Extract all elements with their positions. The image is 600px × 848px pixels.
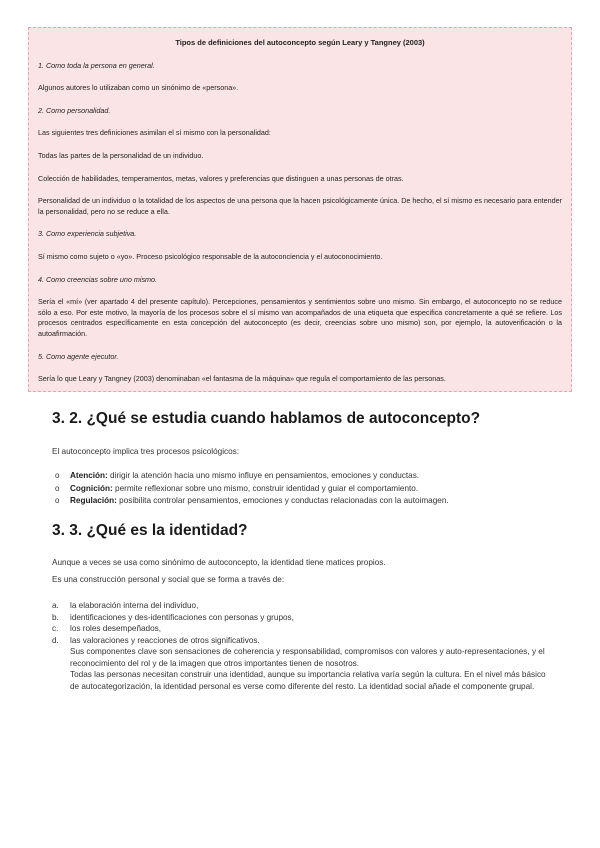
list-item	[52, 483, 449, 496]
definition-heading-4: 4. Como creencias sobre uno mismo.	[38, 274, 158, 284]
bullet-term: Cognición:	[70, 483, 113, 493]
definition-text-3: Sí mismo como sujeto o «yo». Proceso psicológico responsable de la autoconciencia y el autoconocimiento.	[38, 251, 383, 261]
bullet-marker: o	[55, 483, 60, 493]
list-marker: c.	[52, 624, 59, 633]
definition-text-2c: Colección de habilidades, temperamentos, metas, valores y preferencias que distinguen a unas personas de otras.	[38, 173, 404, 183]
bullet-text: posibilita controlar pensamientos, emociones y conductas relacionadas con la autoimagen.	[116, 496, 449, 505]
definition-text-2b: Todas las partes de la personalidad de un individuo.	[38, 150, 204, 160]
section-3-2-heading: 3. 2. ¿Qué se estudia cuando hablamos de autoconcepto?	[52, 410, 481, 427]
list-item	[52, 635, 552, 693]
list-item-text: los roles desempeñados,	[70, 624, 162, 633]
section-3-2-intro: El autoconcepto implica tres procesos psicológicos:	[52, 447, 240, 456]
identity-culture-text: Todas las personas necesitan construir una identidad, aunque su importancia relativa varía según la cultura. En el nivel más básico de autocategorización, la identidad personal es verse como diferente del resto. La identidad social añade el componente grupal.	[70, 670, 546, 691]
list-item-text: identificaciones y des-identificaciones con personas y grupos,	[70, 612, 294, 622]
bullet-text: permite reflexionar sobre uno mismo, construir identidad y guiar el comportamiento.	[112, 483, 419, 493]
list-item	[52, 600, 552, 612]
definition-heading-1: 1. Como toda la persona en general.	[38, 60, 155, 70]
list-item-text: la elaboración interna del individuo,	[70, 601, 199, 610]
identity-components-text: Sus componentes clave son sensaciones de coherencia y responsabilidad, compromisos con valores y auto-representaciones, y el reconocimiento del rol y de la imagen que otros importantes tienen de nosotros.	[70, 647, 545, 668]
definitions-box	[28, 27, 572, 392]
bullet-term: Regulación:	[70, 496, 117, 505]
definition-text-2d: Personalidad de un individuo o la totalidad de los aspectos de una persona que la hacen psicológicamente única. De hecho, el sí mismo es necesario para entender la personalidad, pero no se reduce a ella.	[38, 196, 562, 216]
section-3-3-paragraph-2: Es una construcción personal y social que se forma a través de:	[52, 575, 285, 584]
definition-text-4: Sería el «mí» (ver apartado 4 del presente capítulo). Percepciones, pensamientos y sentimientos sobre uno mismo. Sin embargo, el autoconcepto no se reduce sólo a eso. Por este motivo, la mayoría de los procesos sobre el sí mismo van acompañados de una etiqueta que especifica concretamente a qué se refiere. Los procesos centrados específicamente en esta concepción del autoconcepto (es decir, creencias sobre uno mismo) son, por ejemplo, la autoverificación o la autoafirmación.	[38, 297, 562, 338]
processes-list	[52, 470, 449, 508]
list-marker: a.	[52, 601, 59, 610]
bullet-marker: o	[55, 496, 60, 505]
list-item	[52, 495, 449, 508]
section-3-3-heading: 3. 3. ¿Qué es la identidad?	[52, 522, 248, 539]
definition-heading-3: 3. Como experiencia subjetiva.	[38, 229, 137, 239]
definition-heading-2: 2. Como personalidad.	[38, 105, 111, 115]
list-marker: d.	[52, 635, 59, 645]
definition-text-2a: Las siguientes tres definiciones asimilan el sí mismo con la personalidad:	[38, 128, 271, 138]
definition-heading-5: 5. Como agente ejecutor.	[38, 351, 119, 361]
list-item-text: las valoraciones y reacciones de otros significativos.	[70, 635, 260, 645]
box-title: Tipos de definiciones del autoconcepto según Leary y Tangney (2003)	[175, 38, 425, 47]
list-marker: b.	[52, 612, 59, 622]
definition-text-1: Algunos autores lo utilizaban como un sinónimo de «persona».	[38, 83, 239, 93]
list-item	[52, 470, 449, 483]
definition-text-5: Sería lo que Leary y Tangney (2003) denominaban «el fantasma de la máquina» que regula el comportamiento de las personas.	[38, 374, 446, 384]
bullet-text: dirigir la atención hacia uno mismo influye en pensamientos, emociones y conductas.	[107, 471, 420, 480]
list-item	[52, 623, 552, 635]
list-item	[52, 612, 552, 624]
bullet-term: Atención:	[70, 471, 108, 480]
bullet-marker: o	[55, 471, 60, 480]
identity-sources-list	[52, 600, 552, 692]
section-3-3-paragraph-1: Aunque a veces se usa como sinónimo de autoconcepto, la identidad tiene matices propios.	[52, 558, 386, 567]
